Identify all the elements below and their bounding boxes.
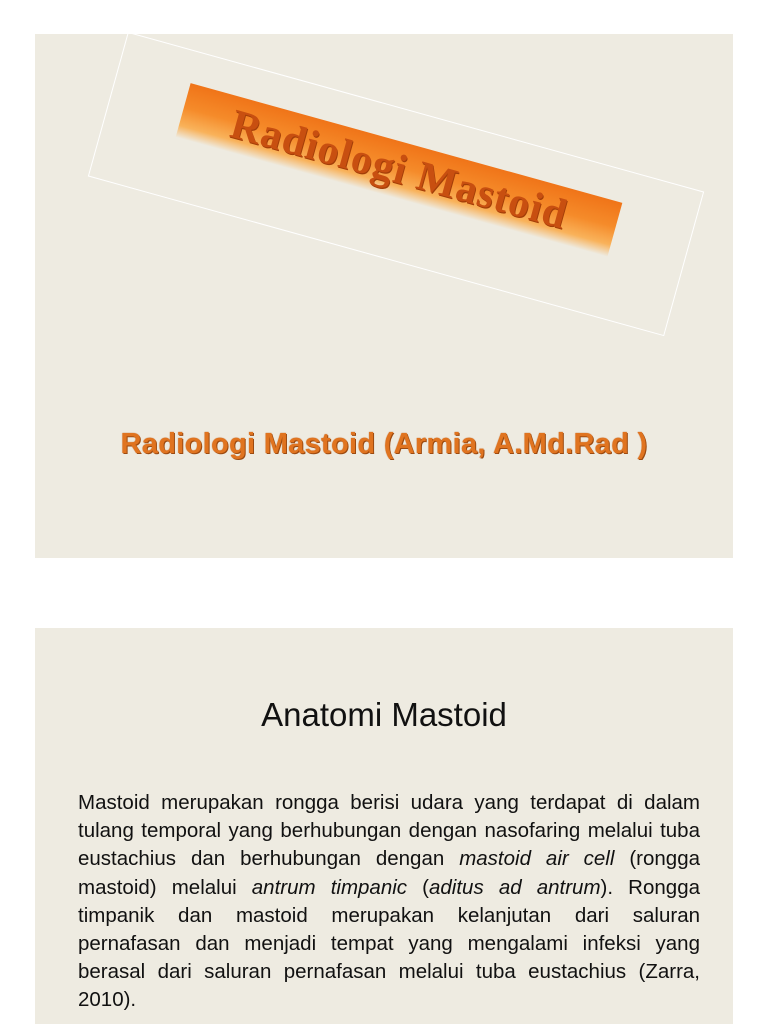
paragraph-text-1: Mastoid merupakan rongga berisi udara yang terdapat di dalam tulang temporal yang berhubungan dengan nasofaring melalui tuba eustachius dan berhubungan dengan [78,791,700,871]
title-wordart-text: Radiologi Mastoid [225,101,573,239]
body-paragraph [78,789,700,1015]
paragraph-text-4: ). Rongga timpanik dan mastoid merupakan kelanjutan dari saluran pernafasan dan menjadi tempat yang mengalami infeksi yang berasal dari saluran pernafasan melalui tuba eustachius (Zarra, 2010). [78,875,700,1012]
paragraph-italic-1: mastoid air cell [459,847,615,871]
paragraph-italic-2: antrum timpanic [251,875,408,899]
slide-title [35,34,733,558]
slide-subtitle: Radiologi Mastoid (Armia, A.Md.Rad ) [120,428,648,460]
paragraph-italic-3: aditus ad antrum [429,875,601,899]
paragraph-text-3: ( [407,875,429,899]
slide-heading: Anatomi Mastoid [261,696,507,733]
paragraph-text-2: (rongga mastoid) melalui [78,847,700,899]
slide-anatomy [35,628,733,1024]
